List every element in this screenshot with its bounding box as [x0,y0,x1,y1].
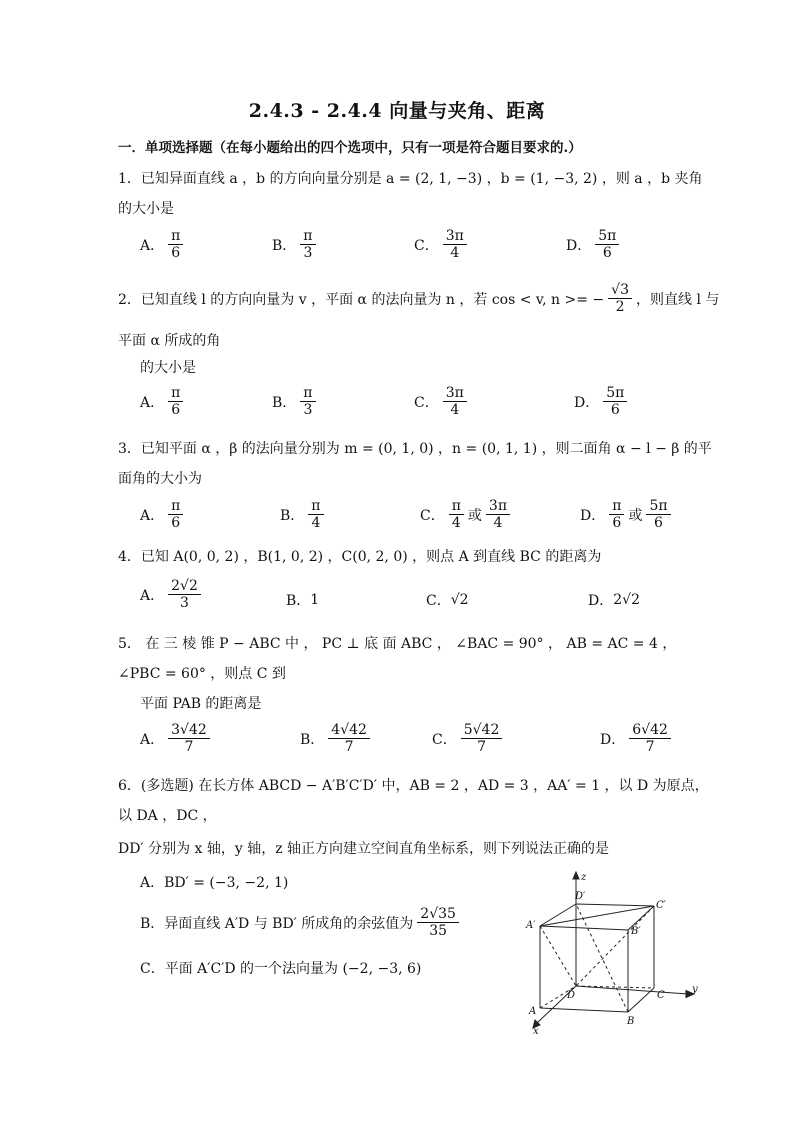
q2-option-c[interactable] [414,385,471,418]
option-letter: A． [140,394,165,411]
q5-option-d[interactable] [600,722,675,755]
q1-option-d[interactable] [566,228,623,261]
option-letter: D． [600,731,626,748]
option-numerator-2: 3π [486,498,510,515]
option-denominator: 6 [171,515,181,532]
label-D: D [567,990,576,1001]
option-numerator: 4√42 [328,722,370,739]
option-letter: B． [272,394,297,411]
section-header: 一．单项选择题（在每小题给出的四个选项中，只有一项是符合题目要求的.） [118,140,582,156]
q1-option-c[interactable] [414,228,471,261]
option-denominator: 3 [303,402,313,419]
page-title: 2.4.3 - 2.4.4 向量与夹角、距离 [248,100,546,122]
option-numerator: 3√42 [168,722,210,739]
q3-stem-line2: 面角的大小为 [118,471,202,487]
option-numerator: 3π [443,385,467,402]
option-denominator: 35 [429,923,448,940]
label-y: y [692,984,698,995]
option-numerator: π [168,228,183,245]
option-numerator: π [168,498,183,515]
q4-option-a[interactable] [140,578,205,611]
option-denominator: 3 [180,595,189,612]
option-letter: B． [300,731,325,748]
option-denominator: 6 [610,402,620,419]
option-numerator: π [609,498,624,515]
diagonal-A1D [540,926,576,986]
option-denominator: 4 [450,402,460,419]
option-denominator: 6 [171,245,181,262]
option-denominator-2: 4 [493,515,503,532]
q2-stem-denominator: 2 [615,299,625,316]
label-A1: A′ [526,920,536,931]
label-z: z [581,872,587,883]
option-denominator: 6 [612,515,622,532]
option-numerator: 5√42 [461,722,503,739]
q5-option-a[interactable] [140,722,214,755]
q6-stem-line2: 以 DA ，DC ， [118,808,217,824]
option-letter: C． [426,593,451,609]
q2-stem-numerator: √3 [608,282,632,299]
q6-option-c[interactable]: C．平面 A′C′D 的一个法向量为 (−2, −3, 6) [140,961,422,977]
label-C: C [657,990,665,1001]
q2-stem-part1: 2．已知直线 l 的方向向量为 v ，平面 α 的法向量为 n ，若 cos < v, n >= − [118,291,605,308]
q3-option-c[interactable] [420,498,514,531]
option-letter: A． [140,507,165,524]
option-numerator: 3π [443,228,467,245]
q2-stem-line3: 的大小是 [140,360,196,376]
option-letter: C． [420,507,445,524]
option-denominator-2: 6 [654,515,663,532]
option-denominator: 4 [451,515,461,532]
option-or: 或 [628,507,643,524]
option-numerator: 5π [595,228,619,245]
q1-option-a[interactable] [140,228,187,261]
option-numerator-2: 5π [646,498,670,515]
option-text: B．异面直线 A′D 与 BD′ 所成角的余弦值为 [140,915,414,932]
option-numerator: π [449,498,464,515]
q2-option-d[interactable] [574,385,631,418]
option-letter: B． [286,593,311,609]
q3-option-b[interactable] [280,498,328,531]
diagonal-BD1 [576,904,628,1012]
q3-stem-line1: 3．已知平面 α ，β 的法向量分别为 m = (0, 1, 0) ，n = (0, 1, 1) ，则二面角 α − l − β 的平 [118,441,712,457]
q5-stem-line3: 平面 PAB 的距离是 [140,696,262,712]
option-value: 1 [310,592,320,608]
option-letter: B． [280,507,305,524]
q6-option-b[interactable] [140,906,463,939]
option-numerator: 2√2 [168,578,201,595]
option-letter: D． [574,394,600,411]
q2-stem-line1 [118,282,719,315]
q3-option-a[interactable] [140,498,187,531]
q5-stem-line1: 5． 在 三 棱 锥 P − ABC 中 ， PC ⊥ 底 面 ABC ， ∠BAC = 90° ， AB = AC = 4 ， [118,636,677,652]
option-numerator: π [308,498,323,515]
option-letter: C． [432,731,457,748]
q6-stem-line3: DD′ 分别为 x 轴，y 轴，z 轴正方向建立空间直角坐标系，则下列说法正确的是 [118,841,610,857]
option-numerator: 2√35 [417,906,459,923]
q4-option-d[interactable] [588,590,640,610]
label-B: B [627,1016,635,1027]
option-denominator: 3 [303,245,313,262]
q5-stem-line2: ∠PBC = 60° ，则点 C 到 [118,666,286,682]
q1-stem-line2: 的大小是 [118,201,174,217]
option-letter: C． [414,394,439,411]
option-denominator: 4 [311,515,321,532]
option-letter: A． [140,587,165,604]
option-or: 或 [467,507,482,524]
q2-stem-line2: 平面 α 所成的角 [118,333,221,349]
cuboid-figure [520,868,710,1036]
edge-A1B1 [540,926,628,930]
edge-BC [628,988,654,1012]
q4-option-c[interactable] [426,590,469,610]
edge-D1C1 [576,904,654,906]
q6-option-a[interactable]: A．BD′ = (−3, −2, 1) [140,875,289,891]
edge-AB [540,1008,628,1012]
label-C1: C′ [656,900,666,911]
option-numerator: π [300,385,315,402]
option-value: √2 [450,592,469,608]
option-denominator: 7 [645,739,655,756]
label-A: A [529,1006,537,1017]
q5-option-c[interactable] [432,722,506,755]
q1-option-b[interactable] [272,228,320,261]
option-numerator: 6√42 [629,722,671,739]
option-denominator: 4 [450,245,460,262]
option-letter: C． [414,237,439,254]
option-letter: A． [140,237,165,254]
option-denominator: 7 [184,739,194,756]
label-x: x [533,1026,539,1036]
q5-option-b[interactable] [300,722,374,755]
q2-option-a[interactable] [140,385,187,418]
option-letter: D． [580,507,606,524]
q3-option-d[interactable] [580,498,675,531]
option-denominator: 7 [477,739,486,756]
label-D1: D′ [575,891,586,902]
option-value: 2√2 [613,592,640,608]
option-letter: D． [566,237,592,254]
option-letter: A． [140,731,165,748]
label-B1: B′ [631,926,641,937]
option-denominator: 6 [602,245,612,262]
option-numerator: π [300,228,315,245]
option-numerator: π [168,385,183,402]
q4-stem-line1: 4．已知 A(0, 0, 2) ，B(1, 0, 2) ，C(0, 2, 0) ，则点 A 到直线 BC 的距离为 [118,549,602,565]
z-axis-arrow [573,872,579,879]
option-letter: D． [588,593,614,609]
q6-stem-line1: 6．(多选题) 在长方体 ABCD − A′B′C′D′ 中，AB = 2 ，AD = 3 ，AA′ = 1 ，以 D 为原点， [118,778,709,794]
option-letter: B． [272,237,297,254]
q2-stem-part2: ，则直线 l 与 [636,291,720,308]
q2-option-b[interactable] [272,385,320,418]
option-numerator: 5π [603,385,627,402]
option-denominator: 6 [171,402,181,419]
option-denominator: 7 [344,739,354,756]
q4-option-b[interactable] [286,590,319,610]
q1-stem-line1: 1．已知异面直线 a ，b 的方向向量分别是 a = (2, 1, −3) ，b = (1, −3, 2) ，则 a ，b 夹角 [118,171,703,187]
